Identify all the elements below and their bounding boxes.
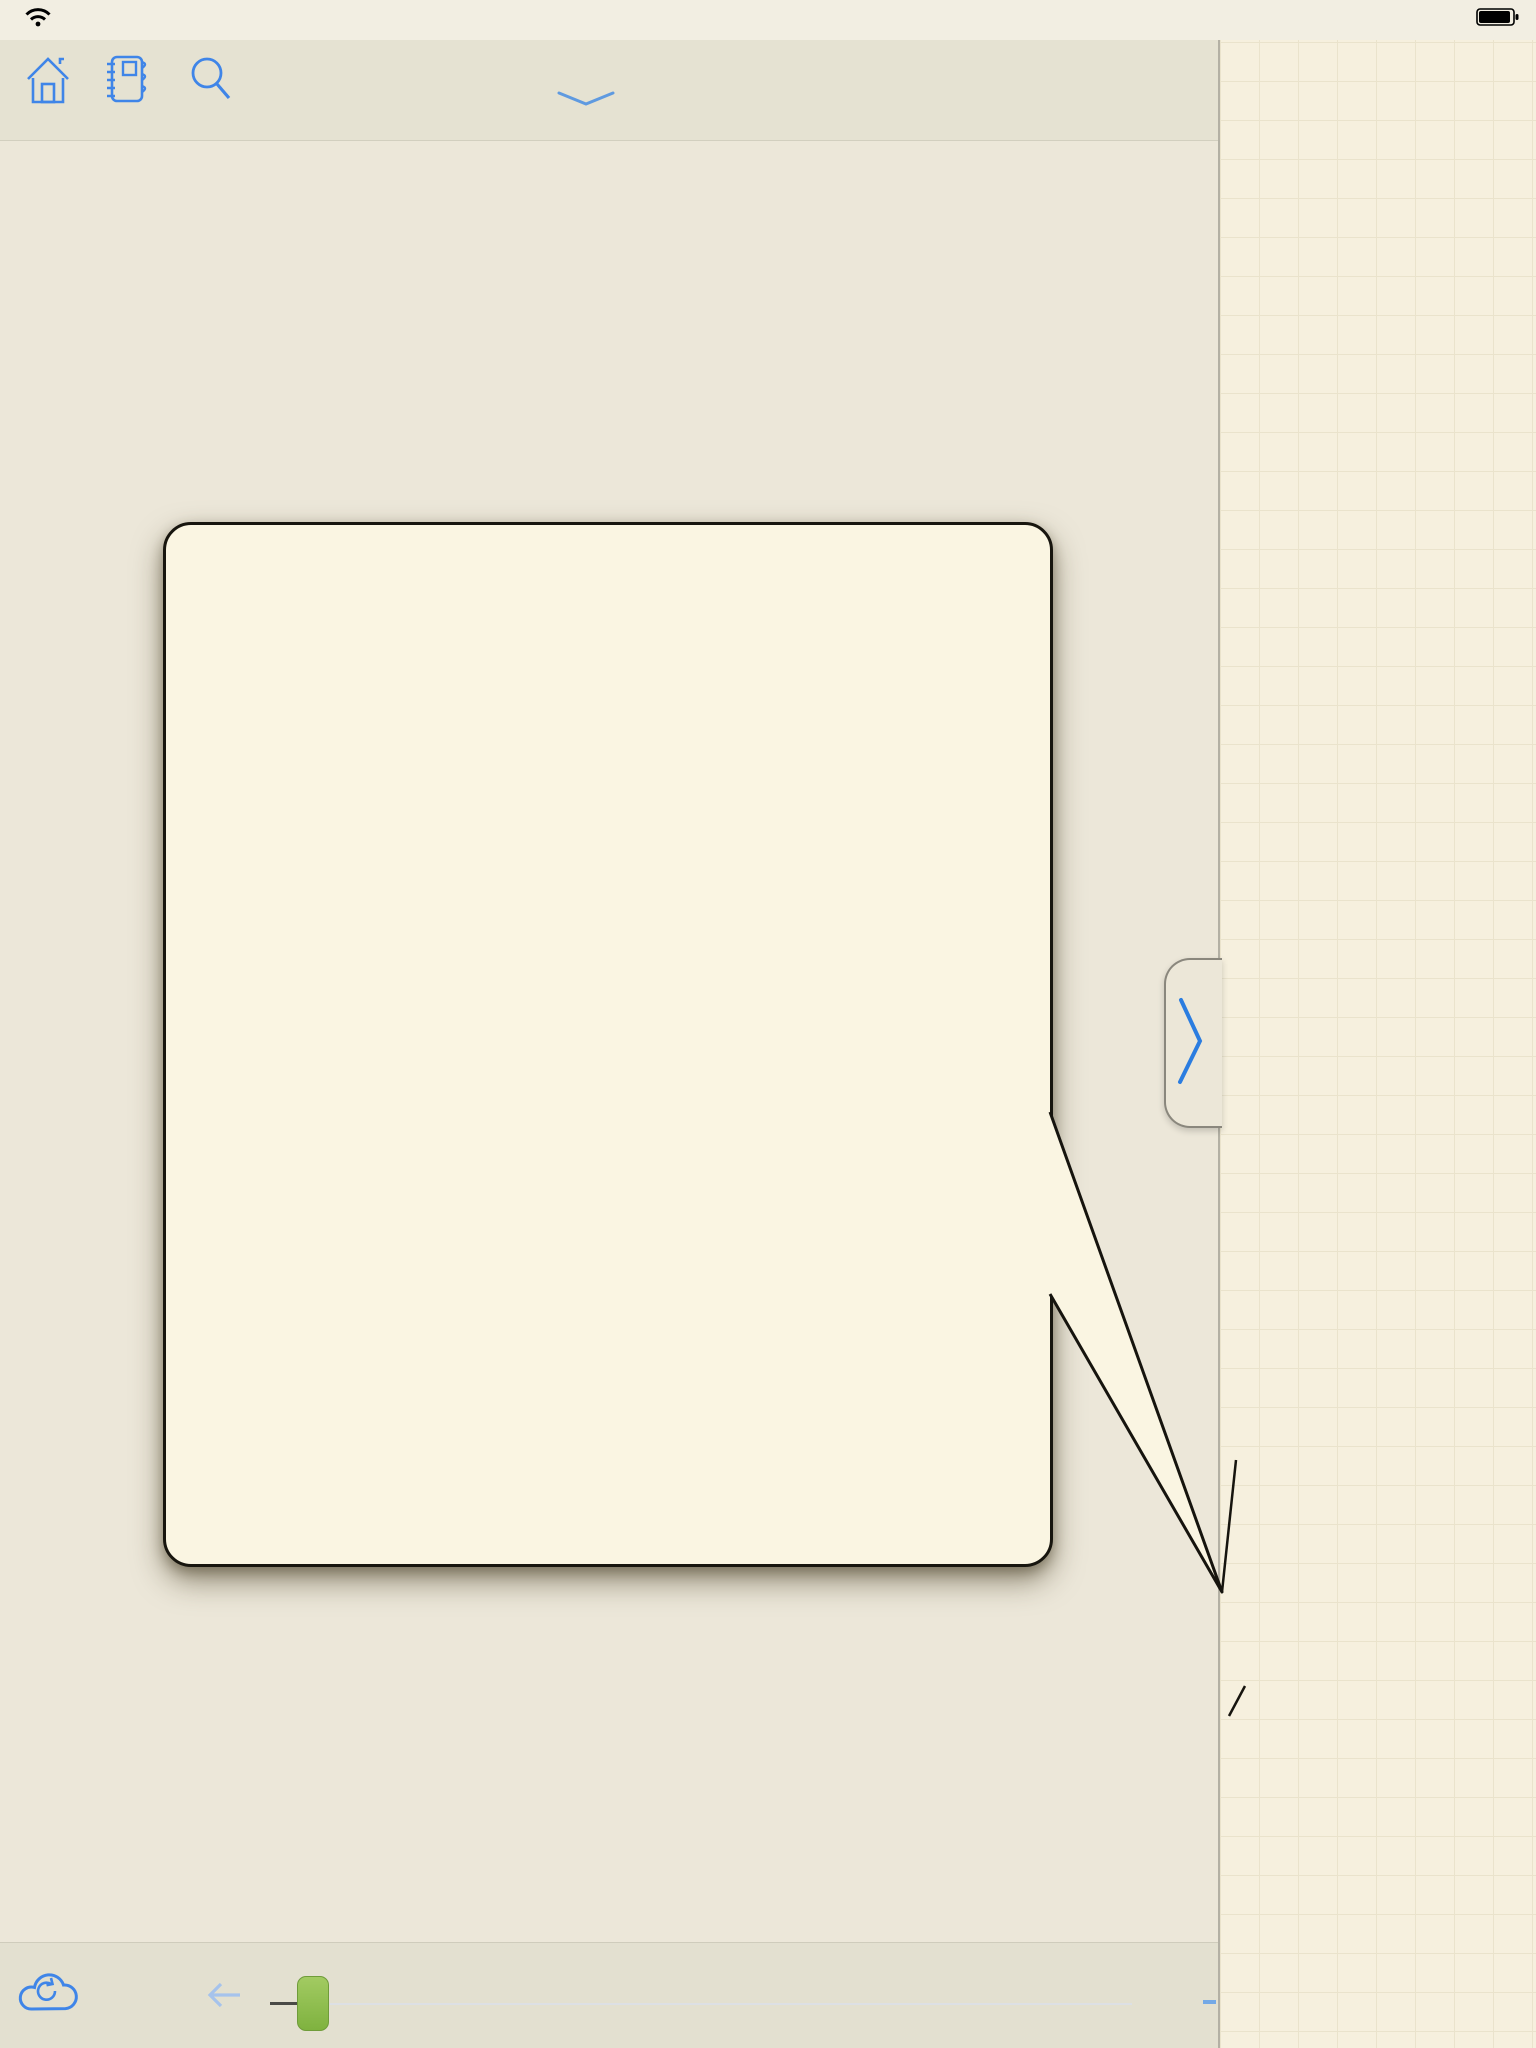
home-icon[interactable]: [22, 52, 74, 111]
battery-icon: [1476, 7, 1520, 33]
slider-track[interactable]: [330, 2003, 1132, 2005]
slider-end-tick: [1203, 2000, 1216, 2004]
footnote-popup-content: [222, 595, 1000, 1471]
notebook-icon[interactable]: [102, 52, 154, 111]
back-arrow-icon[interactable]: [203, 1981, 243, 2014]
footnote-popup[interactable]: [163, 522, 1053, 1567]
cloud-sync-icon[interactable]: [18, 1965, 80, 2024]
notes-sidebar: [1218, 40, 1536, 2048]
sidebar-drawer-handle[interactable]: [1164, 958, 1222, 1128]
popup-tail-pointer: [1050, 1112, 1222, 1592]
status-bar: [0, 0, 1536, 40]
wifi-icon: [25, 7, 51, 33]
chevron-right-icon: [1166, 1109, 1218, 1126]
toolbar: [0, 40, 1218, 141]
search-icon[interactable]: [186, 52, 236, 111]
chevron-down-icon[interactable]: [557, 90, 615, 113]
bottom-bar: [0, 1942, 1218, 2048]
page-slider-thumb[interactable]: [297, 1976, 329, 2031]
